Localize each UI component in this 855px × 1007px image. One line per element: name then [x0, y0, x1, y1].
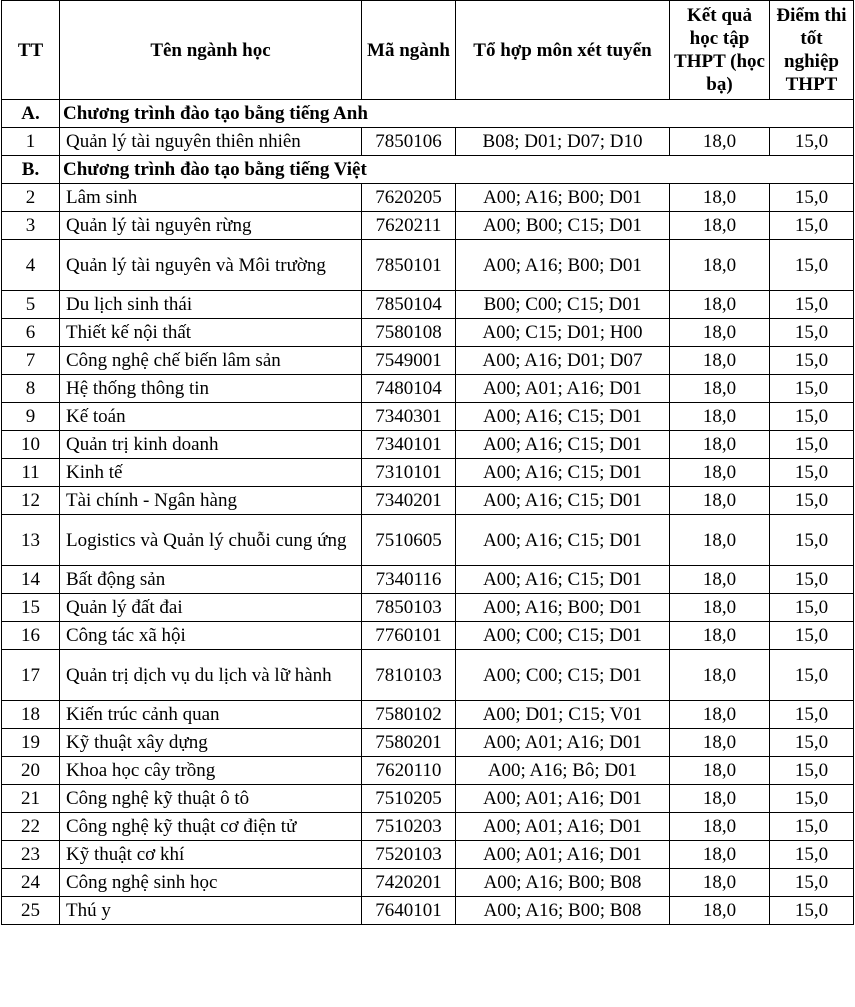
cell-tt: 4: [2, 240, 60, 291]
cell-hocba: 18,0: [670, 566, 770, 594]
cell-code: 7640101: [362, 897, 456, 925]
cell-tt: 5: [2, 291, 60, 319]
header-tt: TT: [2, 1, 60, 100]
cell-name: Kiến trúc cảnh quan: [60, 701, 362, 729]
cell-hocba: 18,0: [670, 594, 770, 622]
cell-thpt: 15,0: [770, 594, 854, 622]
header-code: Mã ngành: [362, 1, 456, 100]
cell-hocba: 18,0: [670, 431, 770, 459]
table-row: [2, 813, 854, 841]
cell-tt: 23: [2, 841, 60, 869]
cell-hocba: 18,0: [670, 729, 770, 757]
cell-tt: 22: [2, 813, 60, 841]
cell-combo: A00; A16; C15; D01: [456, 403, 670, 431]
cell-hocba: 18,0: [670, 650, 770, 701]
cell-code: 7850104: [362, 291, 456, 319]
cell-combo: A00; B00; C15; D01: [456, 212, 670, 240]
cell-hocba: 18,0: [670, 240, 770, 291]
cell-combo: A00; A01; A16; D01: [456, 785, 670, 813]
cell-thpt: 15,0: [770, 869, 854, 897]
cell-combo: A00; A01; A16; D01: [456, 841, 670, 869]
cell-combo: A00; A16; Bô; D01: [456, 757, 670, 785]
cell-thpt: 15,0: [770, 240, 854, 291]
table-row: [2, 841, 854, 869]
cell-code: 7620211: [362, 212, 456, 240]
cell-tt: 3: [2, 212, 60, 240]
cell-thpt: 15,0: [770, 897, 854, 925]
header-hocba: Kết quả học tập THPT (học bạ): [670, 1, 770, 100]
table-row: [2, 403, 854, 431]
cell-thpt: 15,0: [770, 291, 854, 319]
cell-code: 7340101: [362, 431, 456, 459]
cell-combo: A00; A16; B00; D01: [456, 240, 670, 291]
cell-tt: 6: [2, 319, 60, 347]
table-row: [2, 212, 854, 240]
cell-combo: B08; D01; D07; D10: [456, 128, 670, 156]
cell-tt: 12: [2, 487, 60, 515]
section-row-b: [2, 156, 854, 184]
cell-combo: A00; A16; B00; B08: [456, 869, 670, 897]
table-row: [2, 701, 854, 729]
cell-name: Công nghệ kỹ thuật ô tô: [60, 785, 362, 813]
cell-name: Kỹ thuật xây dựng: [60, 729, 362, 757]
cell-combo: A00; C15; D01; H00: [456, 319, 670, 347]
table-row: [2, 594, 854, 622]
cell-hocba: 18,0: [670, 319, 770, 347]
cell-name: Lâm sinh: [60, 184, 362, 212]
cell-name: Công nghệ kỹ thuật cơ điện tử: [60, 813, 362, 841]
cell-hocba: 18,0: [670, 347, 770, 375]
cell-code: 7580102: [362, 701, 456, 729]
cell-thpt: 15,0: [770, 757, 854, 785]
cell-combo: A00; A16; C15; D01: [456, 459, 670, 487]
cell-name: Quản lý tài nguyên rừng: [60, 212, 362, 240]
cell-thpt: 15,0: [770, 212, 854, 240]
table-row: [2, 622, 854, 650]
table-row: [2, 431, 854, 459]
cell-combo: A00; A01; A16; D01: [456, 375, 670, 403]
cell-combo: A00; D01; C15; V01: [456, 701, 670, 729]
cell-code: 7510605: [362, 515, 456, 566]
cell-tt: 17: [2, 650, 60, 701]
cell-hocba: 18,0: [670, 841, 770, 869]
section-title: Chương trình đào tạo bằng tiếng Anh: [60, 100, 854, 128]
cell-thpt: 15,0: [770, 566, 854, 594]
cell-name: Quản trị kinh doanh: [60, 431, 362, 459]
table-row: [2, 650, 854, 701]
cell-thpt: 15,0: [770, 729, 854, 757]
cell-tt: 15: [2, 594, 60, 622]
table-row: [2, 459, 854, 487]
cell-thpt: 15,0: [770, 515, 854, 566]
cell-name: Logistics và Quản lý chuỗi cung ứng: [60, 515, 362, 566]
cell-code: 7620110: [362, 757, 456, 785]
cell-thpt: 15,0: [770, 650, 854, 701]
cell-hocba: 18,0: [670, 757, 770, 785]
cell-thpt: 15,0: [770, 403, 854, 431]
cell-thpt: 15,0: [770, 128, 854, 156]
cell-combo: A00; A16; C15; D01: [456, 515, 670, 566]
cell-tt: 13: [2, 515, 60, 566]
cell-hocba: 18,0: [670, 487, 770, 515]
table-row: [2, 566, 854, 594]
header-name: Tên ngành học: [60, 1, 362, 100]
cell-name: Kế toán: [60, 403, 362, 431]
cell-code: 7810103: [362, 650, 456, 701]
cell-name: Kinh tế: [60, 459, 362, 487]
cell-hocba: 18,0: [670, 459, 770, 487]
header-thpt: Điểm thi tốt nghiệp THPT: [770, 1, 854, 100]
cell-thpt: 15,0: [770, 459, 854, 487]
cell-tt: 14: [2, 566, 60, 594]
cell-name: Hệ thống thông tin: [60, 375, 362, 403]
section-label: B.: [2, 156, 60, 184]
cell-name: Thiết kế nội thất: [60, 319, 362, 347]
cell-code: 7480104: [362, 375, 456, 403]
cell-thpt: 15,0: [770, 701, 854, 729]
cell-name: Quản trị dịch vụ du lịch và lữ hành: [60, 650, 362, 701]
cell-combo: A00; A16; B00; D01: [456, 594, 670, 622]
cell-code: 7580108: [362, 319, 456, 347]
table-row: [2, 184, 854, 212]
cell-tt: 9: [2, 403, 60, 431]
cell-code: 7850101: [362, 240, 456, 291]
cell-code: 7549001: [362, 347, 456, 375]
table-row: [2, 897, 854, 925]
table-row: [2, 240, 854, 291]
cell-thpt: 15,0: [770, 347, 854, 375]
cell-thpt: 15,0: [770, 431, 854, 459]
cell-code: 7510205: [362, 785, 456, 813]
cell-hocba: 18,0: [670, 515, 770, 566]
cell-thpt: 15,0: [770, 184, 854, 212]
cell-hocba: 18,0: [670, 128, 770, 156]
cell-combo: A00; A16; B00; D01: [456, 184, 670, 212]
table-row: [2, 757, 854, 785]
table-row: [2, 291, 854, 319]
cell-code: 7520103: [362, 841, 456, 869]
cell-hocba: 18,0: [670, 375, 770, 403]
cell-code: 7580201: [362, 729, 456, 757]
cell-tt: 16: [2, 622, 60, 650]
cell-code: 7850103: [362, 594, 456, 622]
cell-name: Quản lý đất đai: [60, 594, 362, 622]
cell-combo: A00; A16; C15; D01: [456, 566, 670, 594]
admission-table: [1, 0, 854, 925]
cell-name: Quản lý tài nguyên thiên nhiên: [60, 128, 362, 156]
cell-combo: B00; C00; C15; D01: [456, 291, 670, 319]
table-row: [2, 869, 854, 897]
cell-tt: 18: [2, 701, 60, 729]
cell-hocba: 18,0: [670, 813, 770, 841]
table-row: [2, 487, 854, 515]
cell-code: 7510203: [362, 813, 456, 841]
cell-combo: A00; A16; C15; D01: [456, 487, 670, 515]
header-combo: Tổ hợp môn xét tuyển: [456, 1, 670, 100]
cell-hocba: 18,0: [670, 212, 770, 240]
cell-name: Quản lý tài nguyên và Môi trường: [60, 240, 362, 291]
section-label: A.: [2, 100, 60, 128]
cell-thpt: 15,0: [770, 319, 854, 347]
cell-tt: 8: [2, 375, 60, 403]
cell-code: 7420201: [362, 869, 456, 897]
table-row: [2, 729, 854, 757]
cell-hocba: 18,0: [670, 785, 770, 813]
cell-code: 7340116: [362, 566, 456, 594]
cell-tt: 25: [2, 897, 60, 925]
cell-tt: 7: [2, 347, 60, 375]
cell-thpt: 15,0: [770, 785, 854, 813]
cell-code: 7340201: [362, 487, 456, 515]
cell-hocba: 18,0: [670, 403, 770, 431]
cell-tt: 19: [2, 729, 60, 757]
cell-thpt: 15,0: [770, 622, 854, 650]
cell-name: Kỹ thuật cơ khí: [60, 841, 362, 869]
cell-tt: 24: [2, 869, 60, 897]
cell-hocba: 18,0: [670, 291, 770, 319]
cell-combo: A00; A16; D01; D07: [456, 347, 670, 375]
cell-hocba: 18,0: [670, 869, 770, 897]
cell-thpt: 15,0: [770, 487, 854, 515]
cell-hocba: 18,0: [670, 701, 770, 729]
cell-tt: 21: [2, 785, 60, 813]
cell-name: Khoa học cây trồng: [60, 757, 362, 785]
cell-combo: A00; C00; C15; D01: [456, 622, 670, 650]
cell-name: Du lịch sinh thái: [60, 291, 362, 319]
cell-combo: A00; A01; A16; D01: [456, 813, 670, 841]
table-row: [2, 347, 854, 375]
cell-combo: A00; A01; A16; D01: [456, 729, 670, 757]
cell-name: Thú y: [60, 897, 362, 925]
cell-hocba: 18,0: [670, 622, 770, 650]
cell-tt: 1: [2, 128, 60, 156]
cell-code: 7310101: [362, 459, 456, 487]
cell-hocba: 18,0: [670, 897, 770, 925]
cell-name: Công nghệ chế biến lâm sản: [60, 347, 362, 375]
table-row: [2, 515, 854, 566]
section-row-a: [2, 100, 854, 128]
cell-code: 7850106: [362, 128, 456, 156]
section-title: Chương trình đào tạo bằng tiếng Việt: [60, 156, 854, 184]
cell-combo: A00; A16; C15; D01: [456, 431, 670, 459]
cell-name: Công nghệ sinh học: [60, 869, 362, 897]
cell-thpt: 15,0: [770, 375, 854, 403]
cell-combo: A00; C00; C15; D01: [456, 650, 670, 701]
cell-thpt: 15,0: [770, 841, 854, 869]
table-row: [2, 128, 854, 156]
cell-thpt: 15,0: [770, 813, 854, 841]
cell-tt: 10: [2, 431, 60, 459]
cell-code: 7760101: [362, 622, 456, 650]
cell-hocba: 18,0: [670, 184, 770, 212]
cell-code: 7340301: [362, 403, 456, 431]
cell-name: Công tác xã hội: [60, 622, 362, 650]
cell-name: Bất động sản: [60, 566, 362, 594]
table-row: [2, 375, 854, 403]
cell-combo: A00; A16; B00; B08: [456, 897, 670, 925]
cell-code: 7620205: [362, 184, 456, 212]
cell-tt: 2: [2, 184, 60, 212]
table-row: [2, 785, 854, 813]
header-row: [2, 1, 854, 100]
table-row: [2, 319, 854, 347]
cell-name: Tài chính - Ngân hàng: [60, 487, 362, 515]
cell-tt: 20: [2, 757, 60, 785]
cell-tt: 11: [2, 459, 60, 487]
